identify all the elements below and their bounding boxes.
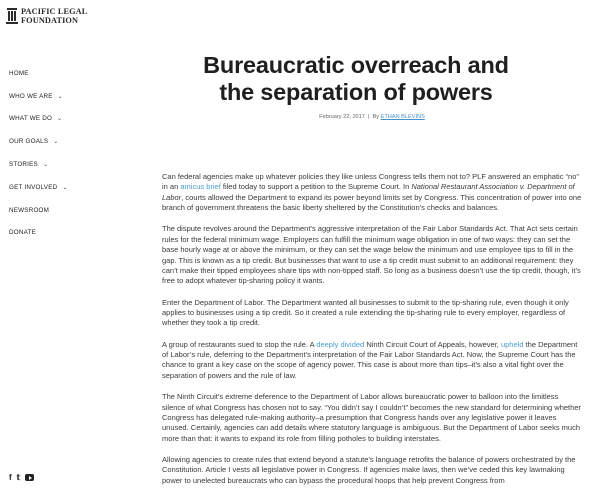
article-title: Bureaucratic overreach and the separation of powers [203, 52, 509, 105]
upheld-link[interactable]: upheld [500, 339, 524, 349]
chevron-down-icon: ⌄ [53, 139, 59, 146]
nav-item-what-we-do[interactable] [9, 108, 68, 131]
nav-item-home[interactable] [9, 62, 68, 85]
nav-label: OUR GOALS [9, 138, 49, 146]
deeply-divided-link[interactable]: deeply divided [316, 339, 365, 349]
logo-text [21, 7, 87, 25]
nav-label: WHAT WE DO [9, 115, 53, 123]
byline-by: By [372, 114, 380, 120]
nav-label: GET INVOLVED [9, 183, 58, 191]
twitter-icon[interactable]: 𝕥 [16, 473, 21, 482]
nav-item-stories[interactable] [9, 153, 68, 176]
nav-label: WHO WE ARE [9, 92, 53, 100]
nav-item-who-we-are[interactable] [9, 85, 68, 108]
logo-line-2: FOUNDATION [21, 16, 79, 25]
byline [162, 114, 582, 120]
nav-item-newsroom[interactable] [9, 199, 68, 222]
article-body [162, 172, 582, 497]
chevron-down-icon: ⌄ [42, 162, 49, 169]
sidebar [0, 0, 112, 501]
author-link[interactable]: ETHAN BLEVINS [380, 114, 425, 120]
nav-label: DONATE [9, 229, 36, 237]
amicus-brief-link[interactable]: amicus brief [180, 182, 221, 192]
chevron-down-icon: ⌄ [57, 93, 63, 100]
article-date: February 22, 2017 [319, 114, 365, 120]
nav-item-our-goals[interactable] [9, 130, 68, 153]
paragraph: A group of restaurants sued to stop the rule. A deeply divided Ninth Circuit Court of Appeals, however, upheld the Department of Labor’s rule, deferring to the Department’s interpretation of the Fair Labor Standards Act. Now, the Supreme Court has the chance to grant a key case on the scope of agency power. This case is about more than tips–it’s also a vital fight over the separation of powers and the rule of law. [162, 339, 578, 380]
paragraph: Allowing agencies to create rules that extend beyond a statute’s language retrofits the balance of powers orchestrated by the Constitution. Article I vests all legislative power in Congress. If agencies make laws, then we’ve ceded this key lawmaking power to unelected bureaucrats who can bypass the procedural hoops that help prevent Congress from [162, 454, 576, 485]
youtube-icon[interactable] [25, 474, 34, 481]
main-nav [9, 62, 68, 244]
column-logo-icon [6, 8, 18, 24]
nav-item-get-involved[interactable] [9, 176, 68, 199]
chevron-down-icon: ⌄ [62, 184, 68, 191]
byline-separator: | [368, 114, 370, 120]
paragraph: The Ninth Circuit’s extreme deference to the Department of Labor allows bureaucratic power to balloon into the limitless silence of what Congress has chosen not to say. “You didn’t say I couldn’t” becomes the new standard for determining whether Congress has delegated rule-making authority–a presumption that Congress hands over any legislative power it leaves unused. Certainly, agencies can add details where statutory language is ambiguous. But the Department of Labor seeks much more than that: it wants to expand its role from filling potholes to building interstates. [162, 392, 581, 443]
facebook-icon[interactable]: f [9, 473, 12, 482]
paragraph: Can federal agencies make up whatever policies they like unless Congress tells them not to? PLF answered an emphatic “no” in an amicus brief filed today to support a petition to the Supreme Court. In National Restaurant Association v. Department of Labor, courts allowed the Department to expand its power beyond limits set by Congress. This concentration of power into one branch of government threatens the basic liberty sheltered by the Constitution’s checks and balances. [162, 172, 582, 213]
paragraph: Enter the Department of Labor. The Department wanted all businesses to submit to the tip-sharing rule, even though it only applies to businesses using a tip credit. So it created a rule extending the tip-sharing rule to every employer, regardless of whether they took a tip credit. [162, 297, 569, 328]
chevron-down-icon: ⌄ [57, 116, 63, 123]
social-links [9, 473, 34, 482]
nav-item-donate[interactable] [9, 222, 68, 245]
nav-label: NEWSROOM [9, 206, 50, 214]
nav-label: STORIES [9, 161, 38, 169]
site-logo[interactable] [6, 7, 87, 25]
paragraph: The dispute revolves around the Department’s aggressive interpretation of the Fair Labor Standards Act. That Act sets certain rules for the federal minimum wage. Employers can fulfill the minimum wage obligation in one of two ways: they can set the base hourly wage at or above the minimum, or they can set the wage below the minimum and use employee tips to fill in the gap. This is known as a tip credit. But businesses that want to use a tip credit must submit to an additional requirement: they can’t make their tipped employees share tips with non-tipped staff. So long as a business doesn’t use the tip credit, though, it’s free to adopt whatever tip-sharing policy it wants. [162, 224, 581, 286]
logo-line-1: PACIFIC LEGAL [21, 7, 88, 16]
case-name: National Restaurant Association v. Department of Labor [162, 182, 575, 202]
nav-label: HOME [9, 69, 29, 77]
